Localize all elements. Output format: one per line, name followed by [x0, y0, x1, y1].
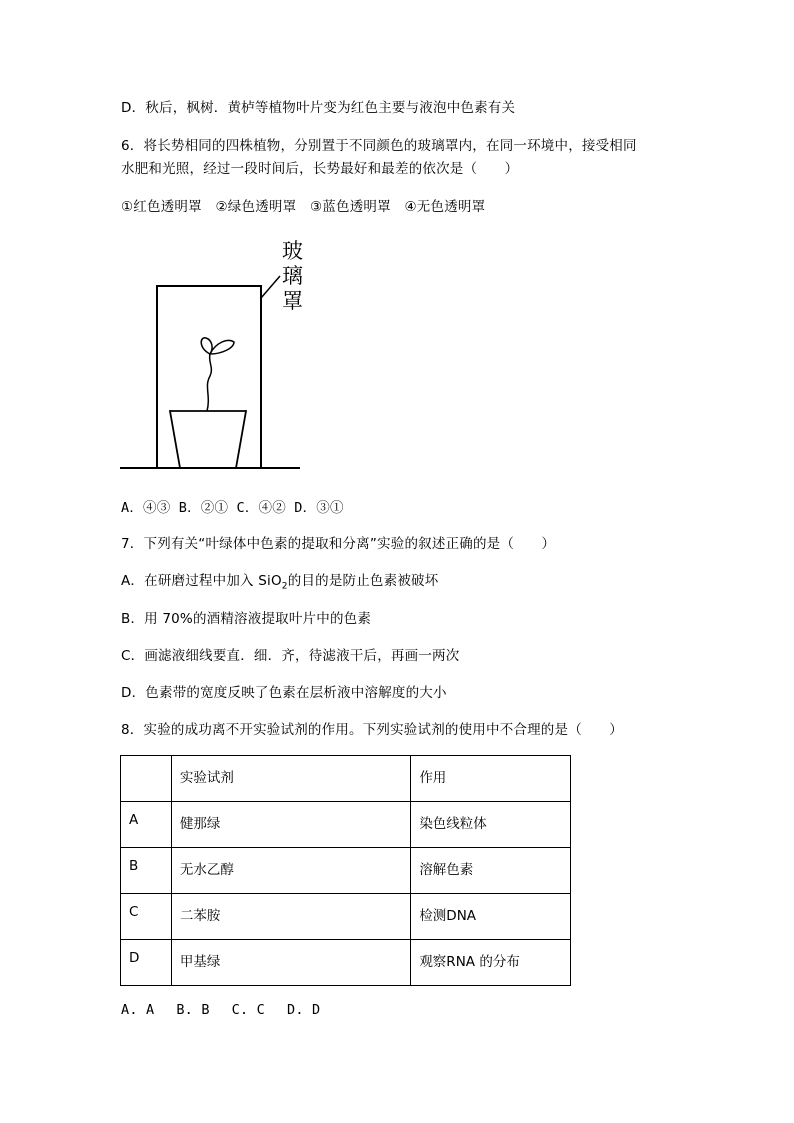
left-leaf [201, 338, 212, 354]
plant-stem [207, 354, 211, 411]
table-row [121, 802, 571, 848]
reagent-table [120, 755, 571, 986]
q6-stem-line-1: 6．将长势相同的四株植物，分别置于不同颜色的玻璃罩内，在同一环境中，接受相同 [121, 138, 637, 154]
q7-option-a-text-end: 的目的是防止色素被破坏 [287, 573, 439, 589]
q5-option-d: D．秋后，枫树．黄栌等植物叶片变为红色主要与液泡中色素有关 [121, 100, 516, 116]
table-cell: A [121, 802, 172, 848]
label-char-2: 璃 [282, 264, 303, 288]
table-cell: 检测DNA [411, 894, 571, 940]
q7-option-a-text: A．在研磨过程中加入 SiO [121, 573, 282, 589]
table-header-cell: 作用 [411, 756, 571, 802]
q6-choices: A．④③ B．②① C．④② D．③① [121, 500, 344, 516]
q7-stem: 7．下列有关“叶绿体中色素的提取和分离”实验的叙述正确的是（ ） [121, 536, 556, 552]
q8-choices: A. A B. B C. C D. D [121, 1002, 321, 1018]
table-row [121, 848, 571, 894]
q7-option-c: C．画滤液细线要直．细．齐，待滤液干后，再画一两次 [121, 648, 460, 664]
q7-option-a [121, 572, 438, 596]
q8-stem: 8．实验的成功离不开实验试剂的作用。下列实验试剂的使用中不合理的是（ ） [121, 722, 623, 738]
table-cell: 甲基绿 [171, 940, 410, 986]
flower-pot [170, 411, 246, 468]
q7-option-d: D．色素带的宽度反映了色素在层析液中溶解度的大小 [121, 685, 447, 701]
right-leaf [210, 341, 234, 355]
plant-under-glass-diagram [118, 236, 308, 474]
table-cell: 染色线粒体 [411, 802, 571, 848]
table-row [121, 940, 571, 986]
q7-option-b: B．用 70%的酒精溶液提取叶片中的色素 [121, 611, 372, 627]
table-header-cell [121, 756, 172, 802]
table-row [121, 894, 571, 940]
glass-cover-figure [118, 236, 308, 474]
table-cell: 二苯胺 [171, 894, 410, 940]
table-cell: 观察RNA 的分布 [411, 940, 571, 986]
table-cell: D [121, 940, 172, 986]
table-header-cell: 实验试剂 [171, 756, 410, 802]
table-cell: 无水乙醇 [171, 848, 410, 894]
label-pointer-line [261, 276, 280, 298]
label-char-1: 玻 [282, 239, 303, 263]
table-cell: 健那绿 [171, 802, 410, 848]
q6-stem-line-2: 水肥和光照，经过一段时间后，长势最好和最差的依次是（ ） [121, 161, 519, 177]
table-header-row [121, 756, 571, 802]
table-cell: C [121, 894, 172, 940]
label-char-3: 罩 [282, 289, 303, 313]
table-cell: B [121, 848, 172, 894]
q6-items: ①红色透明罩 ②绿色透明罩 ③蓝色透明罩 ④无色透明罩 [121, 199, 486, 215]
table-cell: 溶解色素 [411, 848, 571, 894]
q7-option-a-subscript: 2 [281, 581, 288, 592]
